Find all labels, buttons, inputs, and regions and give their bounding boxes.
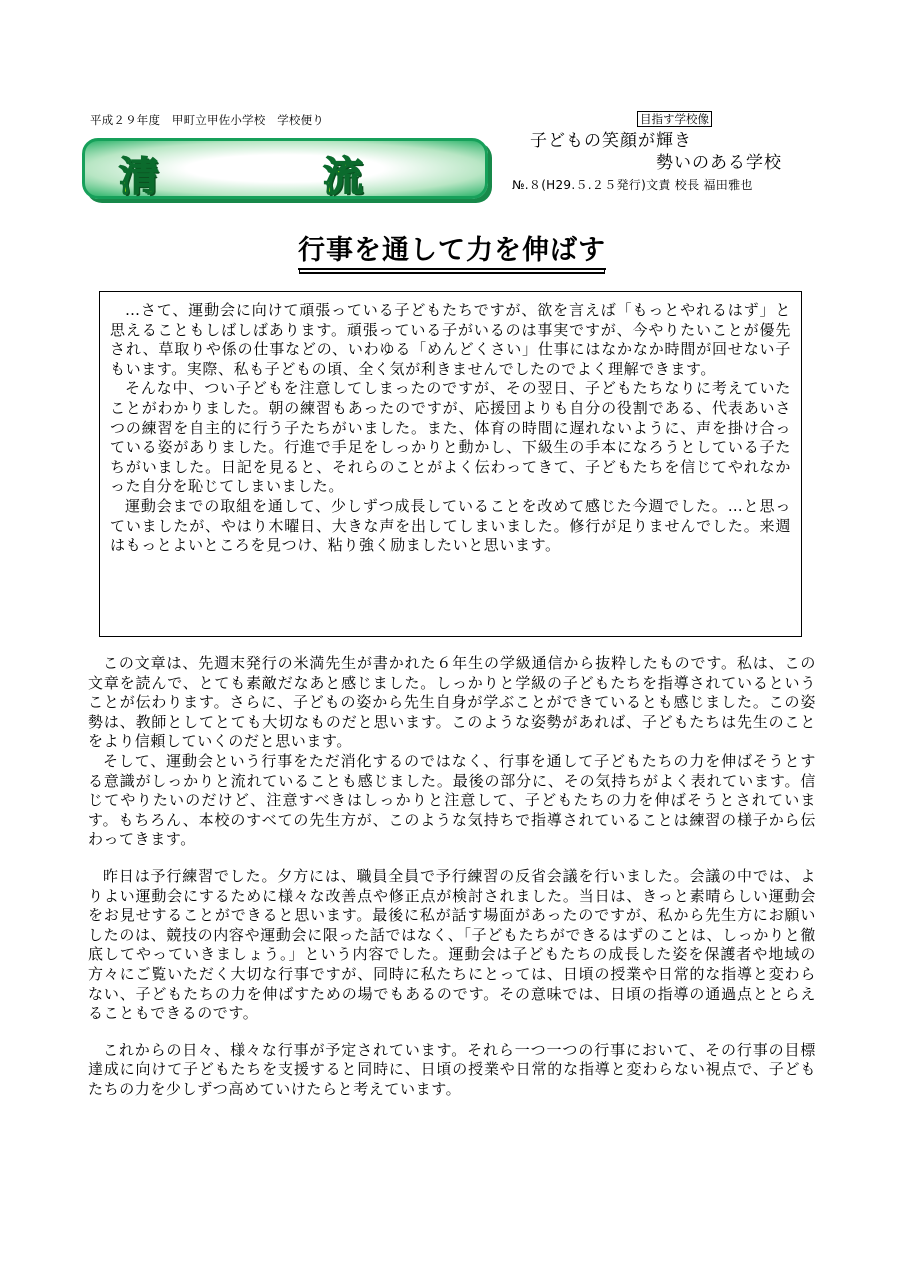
quote-paragraph: そんな中、つい子どもを注意してしまったのですが、その翌日、子どもたちなりに考えていたことがわかりました。朝の練習もあったのですが、応援団よりも自分の役割である、代表あいさつの練習を自主的に行う子たちがいました。また、体育の時間に遅れないように、声を掛け合っている姿がありました。行進で手足をしっかりと動かし、下級生の手本になろうとしている子たちがいました。日記を見ると、それらのことがよく伝わってきて、子どもたちを信じてやれなかった自分を恥じてしまいました。 [110, 379, 791, 496]
logo-char-ryu: 流 [323, 153, 363, 200]
paragraph-gap [88, 850, 816, 867]
body-paragraph: これからの日々、様々な行事が予定されています。それら一つ一つの行事において、その行事の目標達成に向けて子どもたちを支援すると同時に、日頃の授業や日常的な指導と変わらない視点で、子どもたちの力を少しずつ高めていけたらと考えています。 [88, 1040, 816, 1098]
newsletter-logo [82, 138, 488, 199]
quoted-excerpt-box [99, 291, 802, 637]
body-paragraph: そして、運動会という行事をただ消化するのではなく、行事を通して子どもたちの力を伸ばそうとする意識がしっかりと流れていることも感じました。最後の部分に、その気持ちがよく表れています。信じてやりたいのだけど、注意すべきはしっかりと注意して、子どもたちの力を伸ばそうとされています。もちろん、本校のすべての先生方が、このような気持ちで指導されていることは練習の様子から伝わってきます。 [88, 751, 816, 849]
body-paragraph: この文章は、先週末発行の米満先生が書かれた６年生の学級通信から抜粋したものです。私は、この文章を読んで、とても素敵だなあと感じました。しっかりと学級の子どもたちを指導されているということが伝わります。さらに、子どもの姿から先生自身が学ぶことができているとも感じました。この姿勢は、教師としてとても大切なものだと思います。このような姿勢があれば、子どもたちは先生のことをより信頼していくのだと思います。 [88, 654, 816, 751]
motto-line-1: 子どもの笑顔が輝き [530, 131, 692, 151]
logo-char-sei: 清 [119, 153, 159, 200]
motto-line-2: 勢いのある学校 [656, 153, 782, 173]
article-title [0, 228, 904, 267]
body-paragraph: 昨日は予行練習でした。夕方には、職員全員で予行練習の反省会議を行いました。会議の中では、よりよい運動会にするために様々な改善点や修正点が検討されました。当日は、きっと素晴らしい運動会をお見せすることができると思います。最後に私が話す場面があったのですが、私から先生方にお願いしたのは、競技の内容や運動会に限った話ではなく、「子どもたちができるはずのことは、しっかりと徹底してやっていきましょう。」という内容でした。運動会は子どもたちの成長した姿を保護者や地域の方々にご覧いただく大切な行事ですが、同時に私たちにとっては、日頃の授業や日常的な指導と変わらない、子どもたちの力を伸ばすための場でもあるのです。その意味では、日頃の指導の通過点ととらえることもできるのです。 [88, 866, 816, 1023]
motto-label: 目指す学校像 [637, 111, 712, 127]
issue-info: №.８(H29.５.２５発行)文責 校長 福田雅也 [512, 178, 753, 192]
paragraph-gap [88, 1024, 816, 1041]
newsletter-series: 平成２９年度 甲町立甲佐小学校 学校便り [90, 113, 324, 127]
article-title-text: 行事を通して力を伸ばす [298, 235, 606, 270]
quote-paragraph: 運動会までの取組を通して、少しずつ成長していることを改めて感じた今週でした。…と思っていましたが、やはり木曜日、大きな声を出してしまいました。修行が足りませんでした。来週はもっとよいところを見つけ、粘り強く励ましたいと思います。 [110, 496, 791, 555]
quote-paragraph: …さて、運動会に向けて頑張っている子どもたちですが、欲を言えば「もっとやれるはず」と思えることもしばしばあります。頑張っている子がいるのは事実ですが、今やりたいことが優先され、草取りや係の仕事などの、いわゆる「めんどくさい」仕事にはなかなか時間が回せない子もいます。実際、私も子どもの頃、全く気が利きませんでしたのでよく理解できます。 [110, 301, 791, 378]
article-body [88, 654, 816, 1099]
